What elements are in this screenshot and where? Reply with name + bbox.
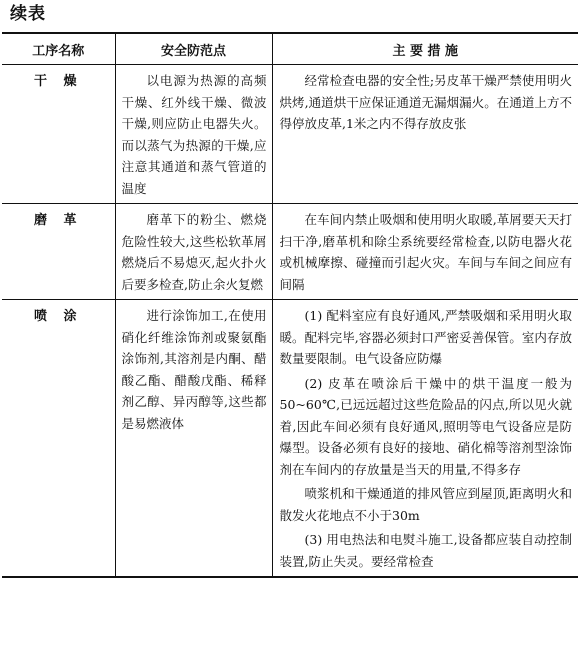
table-header-row bbox=[2, 33, 578, 65]
measure-paragraph: (2) 皮革在喷涂后干燥中的烘干温度一般为50~60℃,已远远超过这些危险品的闪点,所以见火就着,因此车间必须有良好通风,照明等电气设备应是防爆型。设备必须有良好的接地、硝化棉等溶剂型涂饰剂在车间内的存放量是当天的用量,不得多存 bbox=[279, 375, 572, 477]
measure-paragraph: (3) 用电热法和电熨斗施工,设备都应装自动控制装置,防止失灵。要经常检查 bbox=[279, 532, 572, 569]
main-measures bbox=[272, 204, 578, 300]
process-name: 干 燥 bbox=[33, 74, 83, 89]
main-measures bbox=[272, 65, 578, 204]
safety-text: 以电源为热源的高频干燥、红外线干燥、微波干燥,则应防止电器失火。而以蒸气为热源的干燥,应注意其通道和蒸气管道的温度 bbox=[121, 73, 267, 196]
safety-point bbox=[115, 300, 272, 578]
safety-text: 磨革下的粉尘、燃烧危险性较大,这些松软革屑燃烧后不易熄灭,起火扑火后要多检查,防止余火复燃 bbox=[121, 212, 267, 292]
process-name: 磨 革 bbox=[33, 213, 83, 228]
safety-point bbox=[115, 65, 272, 204]
main-measures bbox=[272, 300, 578, 578]
header-safety-point: 安全防范点 bbox=[115, 33, 272, 65]
table-row-buffing bbox=[2, 204, 578, 300]
table-caption: 续表 bbox=[10, 4, 46, 24]
safety-measures-table bbox=[2, 32, 578, 578]
measure-paragraph: 在车间内禁止吸烟和使用明火取暖,革屑要天天打扫干净,磨革机和除尘系统要经常检查,以防电器火花或机械摩擦、碰撞而引起火灾。车间与车间之间应有间隔 bbox=[279, 212, 572, 292]
table-row-spraying bbox=[2, 300, 578, 578]
header-main-measures: 主 要 措 施 bbox=[272, 33, 578, 65]
measure-paragraph: 喷浆机和干燥通道的排风管应到屋顶,距离明火和散发火花地点不小于30m bbox=[279, 486, 572, 523]
measure-paragraph: 经常检查电器的安全性;另皮革干燥严禁使用明火烘烤,通道烘干应保证通道无漏烟漏火。在通道上方不得停放皮革,1米之内不得存放皮张 bbox=[279, 73, 572, 131]
header-process: 工序名称 bbox=[32, 43, 85, 59]
process-name: 喷 涂 bbox=[33, 309, 83, 324]
table-row-drying bbox=[2, 65, 578, 204]
safety-text: 进行涂饰加工,在使用硝化纤维涂饰剂或聚氨酯涂饰剂,其溶剂是内酮、醋酸乙酯、醋酸戊酯、稀释剂乙醇、异丙醇等,这些都是易燃液体 bbox=[121, 308, 267, 431]
safety-point bbox=[115, 204, 272, 300]
measure-paragraph: (1) 配料室应有良好通风,严禁吸烟和采用明火取暖。配料完毕,容器必须封口严密妥善保管。室内存放数量要限制。电气设备应防爆 bbox=[279, 308, 572, 366]
